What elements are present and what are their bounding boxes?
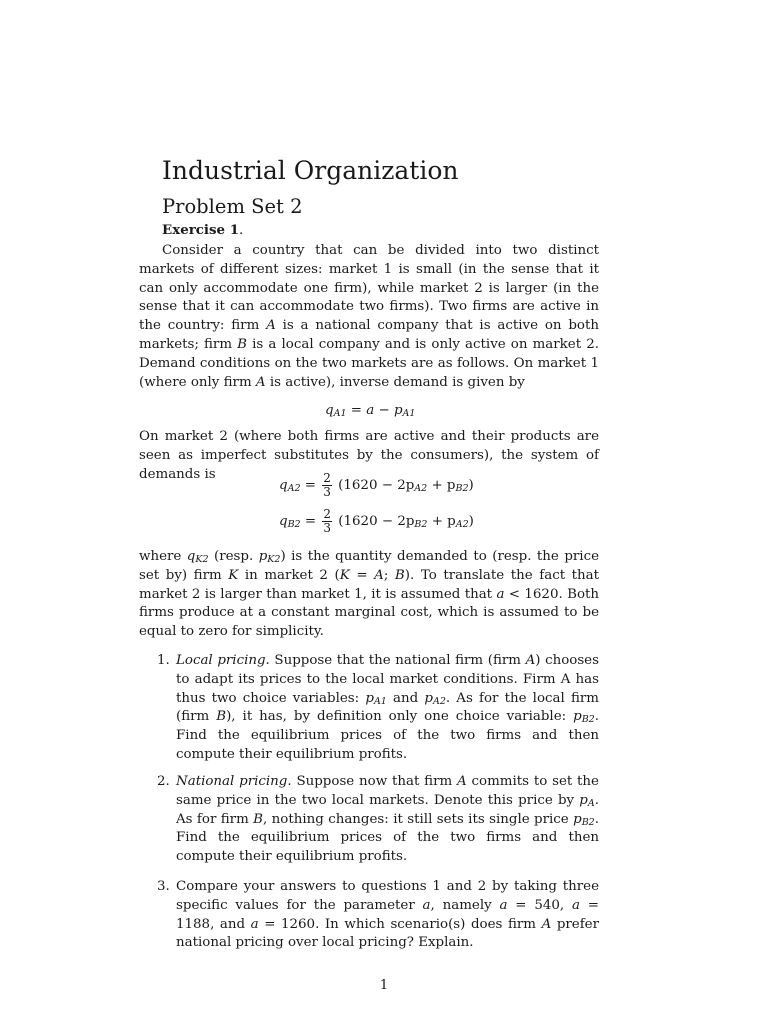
document-title: Industrial Organization [162, 156, 459, 185]
exercise-label: Exercise 1 [162, 222, 240, 238]
document-subtitle: Problem Set 2 [162, 195, 303, 218]
exercise-heading [162, 221, 243, 241]
eqa2-sub-b: B2 [455, 483, 469, 494]
eqa2-frac-den: 3 [323, 485, 331, 499]
question-1-number: 1. [157, 653, 170, 668]
equation-market1 [325, 402, 415, 420]
question-1-title: Local pricing. [176, 653, 270, 668]
eqb2-equals: = [304, 514, 317, 529]
intro-text: Consider a country that can be divided into two distinct markets of different sizes: market 1 is small (in the sense that it can only accommodate one firm), while market 2 is larger (in the sense that it can accommodate two firms). Two firms are active in the country: firm A is a national company that is active on both markets; firm B is a local company and is only active on market 2. Demand conditions on the two markets are as follows. On market 1 (where only firm A is active), inverse demand is given by [139, 243, 599, 390]
question-2-title: National pricing. [176, 774, 292, 789]
eqb2-body-a: (1620 − 2p [338, 514, 415, 529]
eqb2-fraction [322, 508, 332, 535]
eqa2-body-c: ) [468, 478, 474, 493]
eqa2-sub-a: A2 [414, 483, 428, 494]
question-2-body [176, 773, 599, 867]
question-2-number: 2. [157, 774, 170, 789]
eqa2-frac-num: 2 [323, 471, 331, 485]
market2-text: On market 2 (where both firms are active and their products are seen as imperfect substitutes by the consumers), the system of demands is [139, 429, 599, 482]
eq1-rhs-sub: A1 [402, 408, 416, 419]
eqb2-frac-den: 3 [323, 521, 332, 535]
question-3 [139, 878, 599, 953]
question-2-text: Suppose now that firm A commits to set the same price in the two local markets. Denote this price by $p_A$. As for firm B, nothing changes: it still sets its single price $p_{B2}$. Find the equilibrium prices of the two firms and then compute their equilibrium profits. [176, 774, 599, 865]
eq1-rhs: = a − p [350, 403, 403, 418]
eq1-lhs: q [325, 403, 334, 418]
eqa2-fraction [322, 472, 332, 499]
eqb2-sub-b: A2 [455, 519, 469, 530]
eqb2-body-b: + p [427, 514, 456, 529]
exercise-period: . [239, 223, 244, 238]
eqb2-body-c: ) [468, 514, 474, 529]
eqa2-lhs: q [279, 478, 288, 493]
equation-qa2 [279, 472, 474, 499]
question-3-number: 3. [157, 879, 170, 894]
page-number: 1 [379, 978, 389, 993]
question-1 [139, 652, 599, 765]
eqb2-frac-num: 2 [323, 507, 332, 521]
intro-paragraph [139, 242, 599, 392]
eqa2-body-b: + p [427, 478, 456, 493]
where-text: where $q_{K2}$ (resp. $p_{K2}$) is the quantity demanded to (resp. the price set by) firm K in market 2 (K = A; B). To translate the fact that market 2 is larger than market 1, it is assumed that a < 1620. Both firms produce at a constant marginal cost, which is assumed to be equal to zero for simplicity. [139, 549, 600, 640]
eqa2-lhs-sub: A2 [287, 483, 301, 494]
question-1-text: Suppose that the national firm (firm A) chooses to adapt its prices to the local market conditions. Firm A has thus two choice variables: $p_{A1}$ and $p_{A2}$. As for the local firm (firm B), it has, by definition only one choice variable: $p_{B2}$. Find the equilibrium prices of the two firms and then compute their equilibrium profits. [176, 653, 599, 762]
eqb2-lhs-sub: B2 [287, 519, 301, 530]
eqa2-body-a: (1620 − 2p [338, 478, 415, 493]
where-paragraph [139, 548, 599, 642]
eqb2-sub-a: B2 [414, 519, 428, 530]
question-2 [139, 773, 599, 867]
equation-qb2 [279, 508, 474, 535]
eqb2-lhs: q [279, 514, 288, 529]
question-3-body [176, 878, 599, 953]
eqa2-equals: = [304, 478, 316, 493]
question-1-body [176, 652, 599, 765]
question-3-text: Compare your answers to questions 1 and 2 by taking three specific values for the parameter a, namely a = 540, a = 1188, and a = 1260. In which scenario(s) does firm A prefer national pricing over local pricing? Explain. [176, 879, 599, 951]
eq1-lhs-sub: A1 [333, 408, 347, 419]
